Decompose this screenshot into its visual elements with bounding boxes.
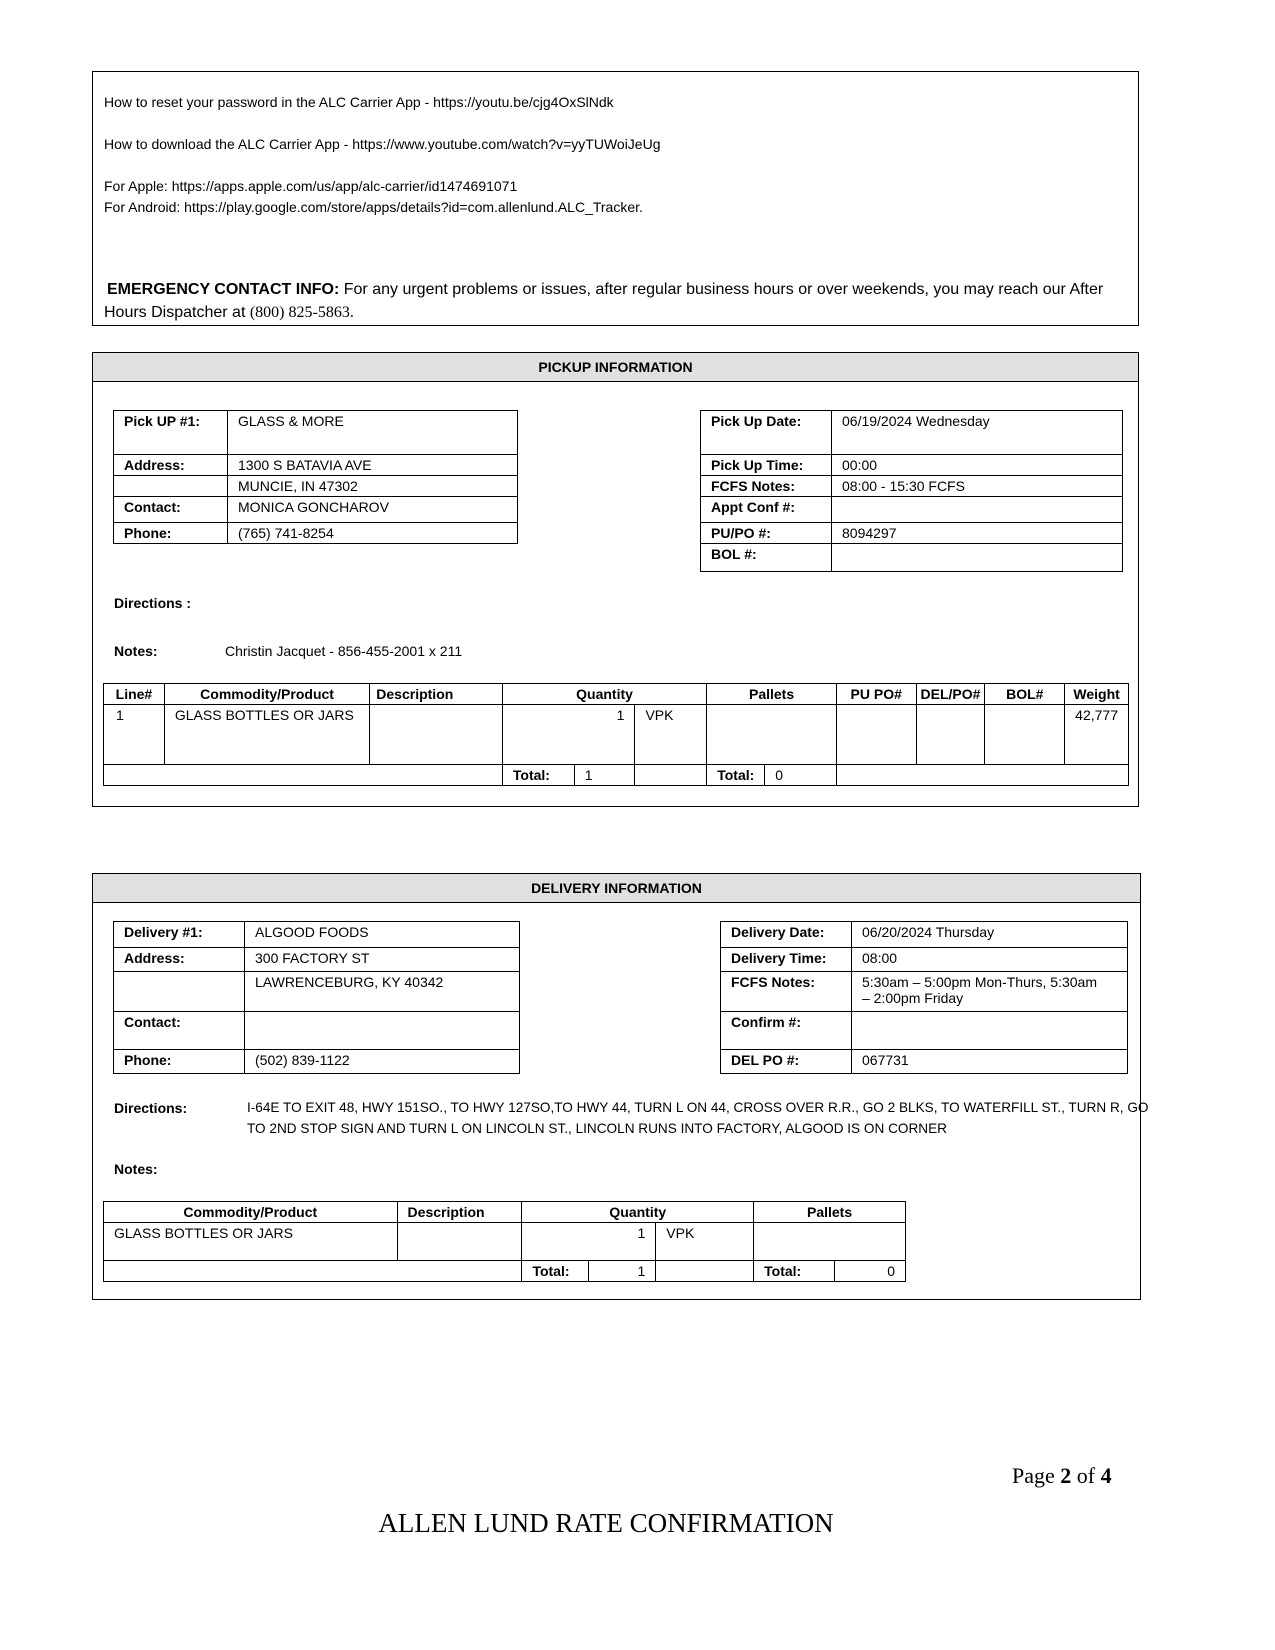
pickup-section — [92, 352, 1139, 807]
delivery-directions-2: TO 2ND STOP SIGN AND TURN L ON LINCOLN ST., LINCOLN RUNS INTO FACTORY, ALGOOD IS ON CORNER — [247, 1121, 947, 1136]
col-commodity: Commodity/Product — [104, 1202, 398, 1223]
pickup-address-1: 1300 S BATAVIA AVE — [228, 455, 518, 476]
pickup-date-label: Pick Up Date: — [701, 411, 832, 455]
emergency-contact-cont — [104, 304, 354, 322]
delivery-date-label: Delivery Date: — [721, 922, 852, 948]
delivery-time-label: Delivery Time: — [721, 948, 852, 972]
page-number — [1012, 1463, 1112, 1489]
col-commodity: Commodity/Product — [164, 684, 369, 705]
empty-cell — [114, 972, 245, 1012]
pickup-directions-label: Directions : — [114, 595, 192, 611]
apple-app-link[interactable]: For Apple: https://apps.apple.com/us/app/alc-carrier/id1474691071 — [104, 178, 518, 194]
pickup-notes-label: Notes: — [114, 643, 158, 659]
delivery-notes-label: Notes: — [114, 1161, 158, 1177]
pickup-phone: (765) 741-8254 — [228, 523, 518, 544]
row-description — [370, 705, 503, 765]
pickup-name: GLASS & MORE — [228, 411, 518, 455]
pickup-fcfs: 08:00 - 15:30 FCFS — [832, 476, 1123, 497]
pickup-address-label: Address: — [114, 455, 228, 476]
delivery-label: Delivery #1: — [114, 922, 245, 948]
col-quantity: Quantity — [502, 684, 706, 705]
col-pu-po: PU PO# — [836, 684, 916, 705]
delivery-commodity-table — [103, 1201, 906, 1282]
pickup-label: Pick UP #1: — [114, 411, 228, 455]
col-line: Line# — [104, 684, 165, 705]
empty-cell — [836, 765, 1128, 786]
col-description: Description — [370, 684, 503, 705]
delivery-fcfs — [852, 972, 1128, 1012]
pickup-right-table — [700, 410, 1123, 572]
delivery-address-label: Address: — [114, 948, 245, 972]
col-pallets: Pallets — [754, 1202, 906, 1223]
table-row — [104, 705, 1129, 765]
pickup-bol — [832, 544, 1123, 572]
empty-cell — [635, 765, 707, 786]
total-qty-label: Total: — [522, 1261, 589, 1282]
total-qty: 1 — [574, 765, 635, 786]
emergency-label: EMERGENCY CONTACT INFO: — [107, 281, 340, 298]
page-total: 4 — [1100, 1463, 1112, 1488]
row-description — [397, 1223, 522, 1261]
row-unit: VPK — [656, 1223, 754, 1261]
pickup-pupo: 8094297 — [832, 523, 1123, 544]
delivery-title: DELIVERY INFORMATION — [93, 874, 1140, 903]
pickup-appt — [832, 497, 1123, 523]
col-del-po: DEL/PO# — [916, 684, 985, 705]
reset-password-link[interactable]: How to reset your password in the ALC Carrier App - https://youtu.be/cjg4OxSlNdk — [104, 94, 614, 110]
row-pallets — [707, 705, 837, 765]
emergency-text: For any urgent problems or issues, after regular business hours or over weekends, you may reach our After — [343, 281, 1104, 298]
pickup-left-table — [113, 410, 518, 544]
delivery-section — [92, 873, 1149, 1300]
row-bol — [985, 705, 1065, 765]
delivery-directions-1: I-64E TO EXIT 48, HWY 151SO., TO HWY 127SO,TO HWY 44, TURN L ON 44, CROSS OVER R.R., GO 2 BLKS, TO WATERFILL ST., TURN R, GO — [247, 1100, 1149, 1115]
delivery-delpo-label: DEL PO #: — [721, 1050, 852, 1074]
pickup-contact: MONICA GONCHAROV — [228, 497, 518, 523]
delivery-fcfs-line-1: 5:30am – 5:00pm Mon-Thurs, 5:30am — [862, 974, 1098, 990]
pickup-bol-label: BOL #: — [701, 544, 832, 572]
delivery-address-1: 300 FACTORY ST — [245, 948, 520, 972]
total-pallets-label: Total: — [754, 1261, 835, 1282]
pickup-pupo-label: PU/PO #: — [701, 523, 832, 544]
delivery-confirm — [852, 1012, 1128, 1050]
emergency-contact — [107, 281, 1103, 299]
android-app-link[interactable]: For Android: https://play.google.com/store/apps/details?id=com.allenlund.ALC_Tracker. — [104, 199, 643, 215]
pickup-notes: Christin Jacquet - 856-455-2001 x 211 — [225, 643, 463, 659]
total-pallets: 0 — [835, 1261, 906, 1282]
delivery-contact — [245, 1012, 520, 1050]
col-quantity: Quantity — [522, 1202, 754, 1223]
page-current: 2 — [1060, 1463, 1072, 1488]
delivery-address-2: LAWRENCEBURG, KY 40342 — [245, 972, 520, 1012]
delivery-date: 06/20/2024 Thursday — [852, 922, 1128, 948]
empty-cell — [656, 1261, 754, 1282]
pickup-address-2: MUNCIE, IN 47302 — [228, 476, 518, 497]
empty-cell — [114, 476, 228, 497]
row-del-po — [916, 705, 985, 765]
pickup-title: PICKUP INFORMATION — [93, 353, 1138, 382]
delivery-confirm-label: Confirm #: — [721, 1012, 852, 1050]
col-bol: BOL# — [985, 684, 1065, 705]
pickup-appt-label: Appt Conf #: — [701, 497, 832, 523]
page-of: of — [1076, 1463, 1096, 1488]
emergency-text-2: Hours Dispatcher at — [104, 304, 246, 321]
download-app-link[interactable]: How to download the ALC Carrier App - https://www.youtube.com/watch?v=yyTUWoiJeUg — [104, 136, 661, 152]
delivery-name: ALGOOD FOODS — [245, 922, 520, 948]
empty-cell — [104, 1261, 522, 1282]
row-pu-po — [836, 705, 916, 765]
delivery-fcfs-line-2: – 2:00pm Friday — [862, 990, 964, 1006]
col-pallets: Pallets — [707, 684, 837, 705]
delivery-right-table — [720, 921, 1128, 1074]
row-qty: 1 — [522, 1223, 656, 1261]
pickup-date: 06/19/2024 Wednesday — [832, 411, 1123, 455]
delivery-directions-label: Directions: — [114, 1100, 188, 1116]
pickup-commodity-table — [103, 683, 1129, 786]
row-qty: 1 — [502, 705, 635, 765]
total-qty: 1 — [589, 1261, 656, 1282]
delivery-contact-label: Contact: — [114, 1012, 245, 1050]
total-qty-label: Total: — [502, 765, 574, 786]
pickup-time-label: Pick Up Time: — [701, 455, 832, 476]
pickup-contact-label: Contact: — [114, 497, 228, 523]
pickup-phone-label: Phone: — [114, 523, 228, 544]
col-description: Description — [397, 1202, 522, 1223]
emergency-phone: (800) 825-5863. — [249, 304, 354, 321]
row-weight: 42,777 — [1065, 705, 1129, 765]
total-pallets-label: Total: — [707, 765, 765, 786]
row-commodity: GLASS BOTTLES OR JARS — [104, 1223, 398, 1261]
delivery-left-table — [113, 921, 520, 1074]
row-line: 1 — [104, 705, 165, 765]
row-pallets — [754, 1223, 906, 1261]
delivery-time: 08:00 — [852, 948, 1128, 972]
pickup-fcfs-label: FCFS Notes: — [701, 476, 832, 497]
document-title: ALLEN LUND RATE CONFIRMATION — [378, 1508, 834, 1538]
delivery-phone: (502) 839-1122 — [245, 1050, 520, 1074]
delivery-phone-label: Phone: — [114, 1050, 245, 1074]
pickup-time: 00:00 — [832, 455, 1123, 476]
table-row — [104, 1223, 906, 1261]
total-pallets: 0 — [765, 765, 837, 786]
col-weight: Weight — [1065, 684, 1129, 705]
delivery-fcfs-label: FCFS Notes: — [721, 972, 852, 1012]
page-prefix: Page — [1012, 1463, 1055, 1488]
delivery-delpo: 067731 — [852, 1050, 1128, 1074]
row-unit: VPK — [635, 705, 707, 765]
empty-cell — [104, 765, 503, 786]
row-commodity: GLASS BOTTLES OR JARS — [164, 705, 369, 765]
info-box — [92, 71, 1139, 326]
